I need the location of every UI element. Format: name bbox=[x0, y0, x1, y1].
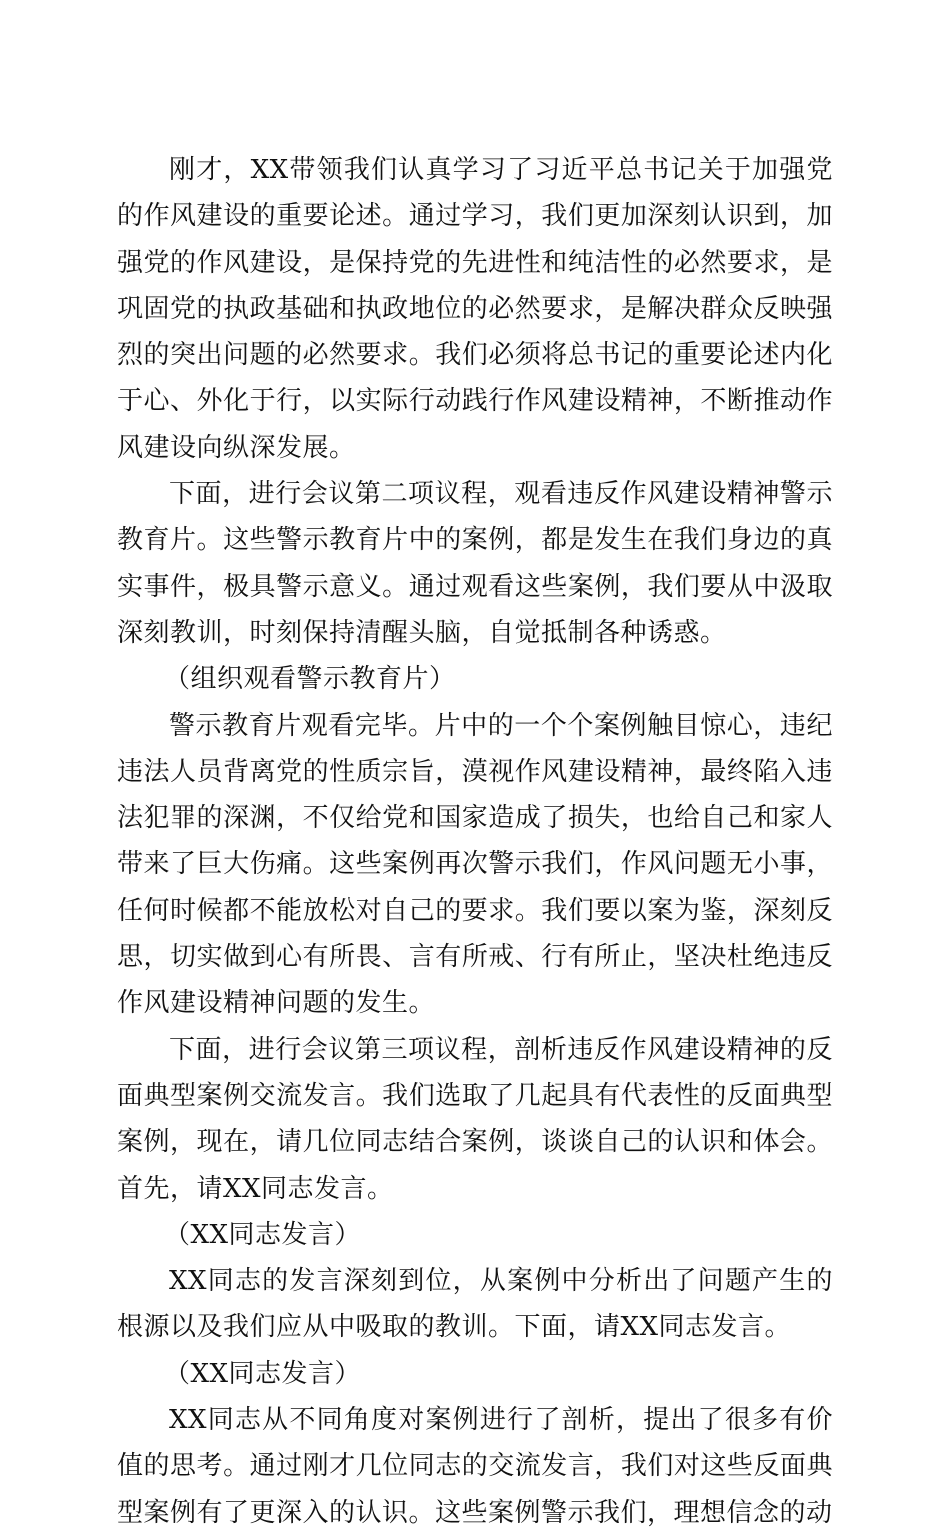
paragraph-film-reflection: 警示教育片观看完毕。片中的一个个案例触目惊心，违纪违法人员背离党的性质宗旨，漠视作风建设精神，最终陷入违法犯罪的深渊，不仅给党和国家造成了损失，也给自己和家人带来了巨大伤痛。这些案例再次警示我们，作风问题无小事，任何时候都不能放松对自己的要求。我们要以案为鉴，深刻反思，切实做到心有所畏、言有所戒、行有所止，坚决杜绝违反作风建设精神问题的发生。 bbox=[117, 710, 833, 1019]
paragraph-speech-1-comment: XX同志的发言深刻到位，从案例中分析出了问题产生的根源以及我们应从中吸取的教训。下面，请XX同志发言。 bbox=[117, 1266, 833, 1343]
paragraph-agenda-item-three: 下面，进行会议第三项议程，剖析违反作风建设精神的反面典型案例交流发言。我们选取了几起具有代表性的反面典型案例，现在，请几位同志结合案例，谈谈自己的认识和体会。首先，请XX同志发言。 bbox=[117, 1034, 833, 1204]
stage-note-watch-film: （组织观看警示教育片） bbox=[164, 664, 456, 695]
stage-note-speech-1: （XX同志发言） bbox=[164, 1219, 362, 1250]
paragraph-agenda-item-two: 下面，进行会议第二项议程，观看违反作风建设精神警示教育片。这些警示教育片中的案例，都是发生在我们身边的真实事件，极具警示意义。通过观看这些案例，我们要从中汲取深刻教训，时刻保持清醒头脑，自觉抵制各种诱惑。 bbox=[117, 479, 833, 648]
paragraph-speech-2-comment: XX同志从不同角度对案例进行了剖析，提出了很多有价值的思考。通过刚才几位同志的交流发言，我们对这些反面典型案例有了更深入的认识。这些案例警示我们，理想信念的动 bbox=[117, 1405, 833, 1528]
paragraph-study-summary: 刚才，XX带领我们认真学习了习近平总书记关于加强党的作风建设的重要论述。通过学习，我们更加深刻认识到，加强党的作风建设，是保持党的先进性和纯洁性的必然要求，是巩固党的执政基础和执政地位的必然要求，是解决群众反映强烈的突出问题的必然要求。我们必须将总书记的重要论述内化于心、外化于行，以实际行动践行作风建设精神，不断推动作风建设向纵深发展。 bbox=[117, 155, 833, 463]
document-body bbox=[117, 147, 833, 1536]
stage-note-speech-2: （XX同志发言） bbox=[164, 1358, 362, 1389]
